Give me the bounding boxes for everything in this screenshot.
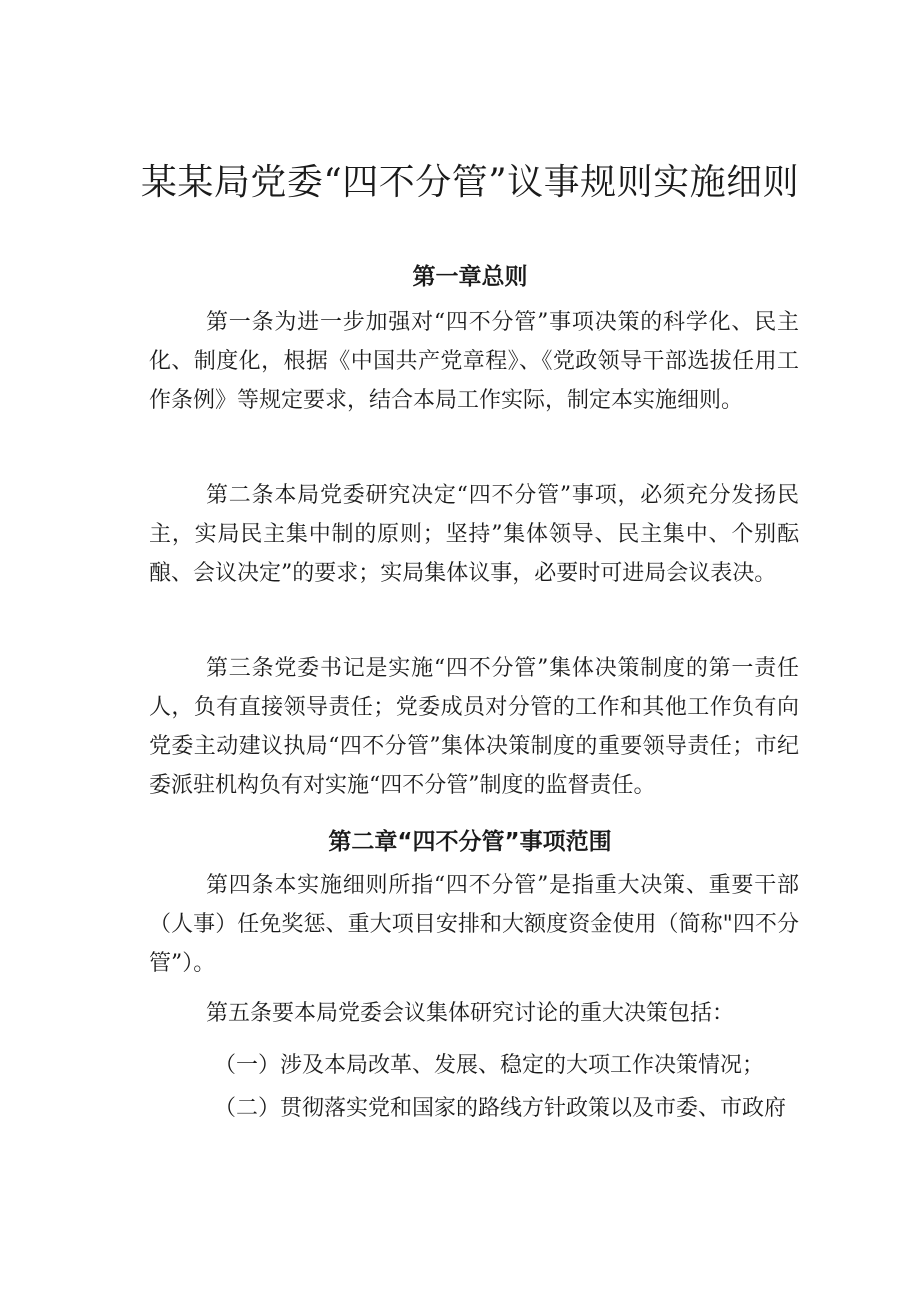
- article-3: 第三条党委书记是实施“四不分管”集体决策制度的第一责任人，负有直接领导责任；党委成员对分管的工作和其他工作负有向党委主动建议执局“四不分管”集体决策制度的重要领导责任；市纪委派驻机构负有对实施“四不分管”制度的监督责任。: [149, 656, 799, 798]
- article-2: 第二条本局党委研究决定“四不分管”事项，必须充分发扬民主，实局民主集中制的原则；坚持”集体领导、民主集中、个别酝酿、会议决定”的要求；实局集体议事，必要时可进局会议表决。: [149, 483, 799, 586]
- document-title: 某某局党委“四不分管”议事规则实施细则: [140, 162, 800, 203]
- article-5: 第五条要本局党委会议集体研究讨论的重大决策包括：: [206, 1001, 735, 1026]
- chapter-2-heading: 第二章“四不分管”事项范围: [328, 829, 612, 855]
- article-1: 第一条为进一步加强对“四不分管”事项决策的科学化、民主化、制度化，根据《中国共产党章程》、《党政领导干部选拔任用工作条例》等规定要求，结合本局工作实际，制定本实施细则。: [149, 310, 799, 413]
- list-item-1: （一）涉及本局改革、发展、稳定的大项工作决策情况；: [214, 1053, 765, 1078]
- list-item-2: （二）贯彻落实党和国家的路线方针政策以及市委、市政府: [214, 1096, 787, 1121]
- chapter-1-heading: 第一章总则: [412, 264, 528, 290]
- article-4: 第四条本实施细则所指“四不分管”是指重大决策、重要干部（人事）任免奖惩、重大项目安排和大额度资金使用（简称"四不分管”）。: [149, 873, 799, 976]
